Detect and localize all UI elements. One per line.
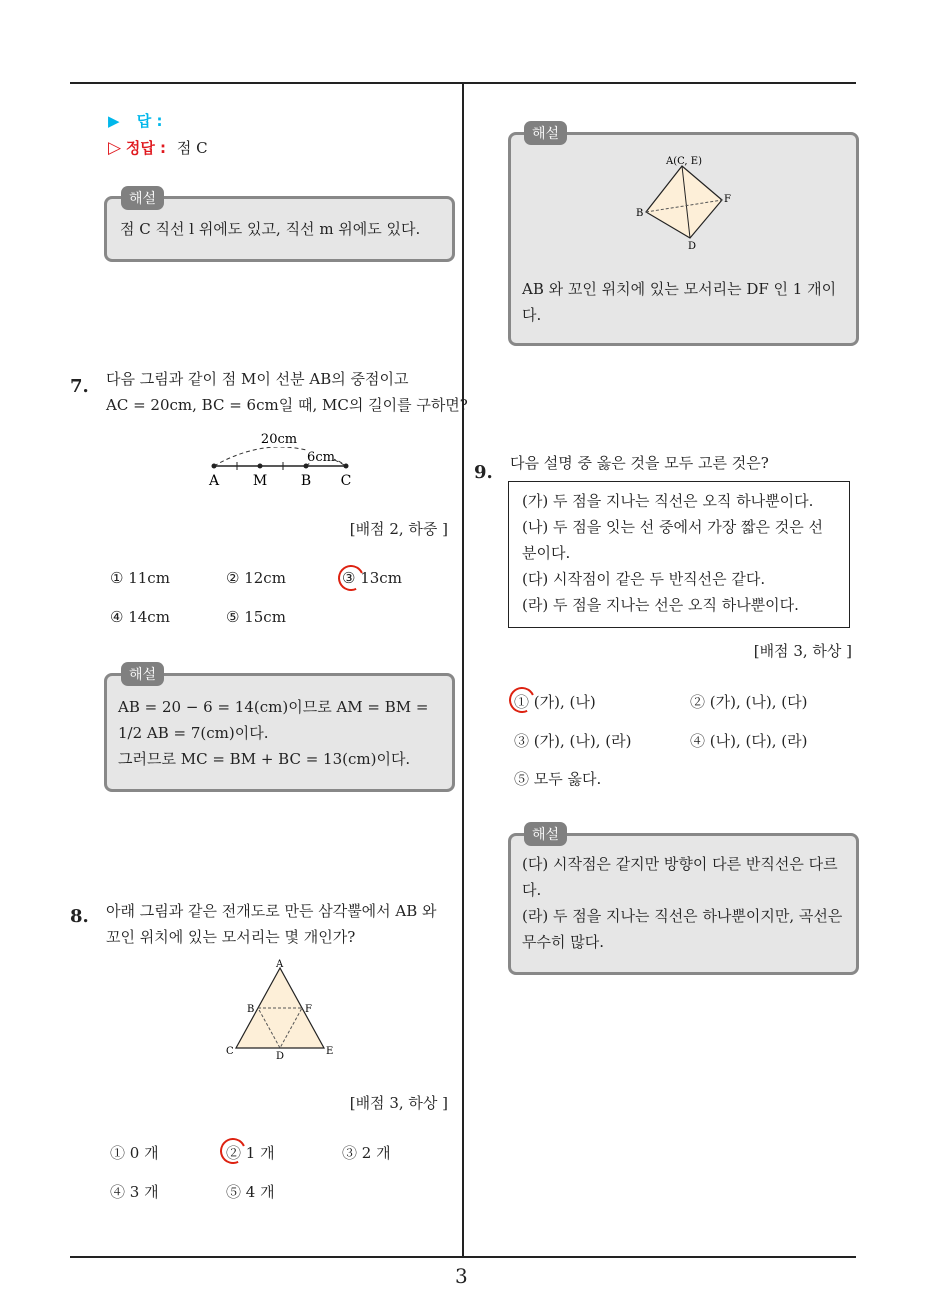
pyramid-label-b: B (636, 208, 644, 219)
q9-explain-line1: (다) 시작점은 같지만 방향이 다른 반직선은 다르 (522, 855, 838, 873)
q7-option-1[interactable]: ① 11cm (110, 569, 170, 587)
q8-grade: [배점 3, 하상 ] (349, 1094, 448, 1112)
q9-statement-2: (나) 두 점을 잇는 선 중에서 가장 짧은 것은 선 (522, 518, 823, 536)
q8-explain-line2: 다. (522, 306, 542, 324)
q9-option-1[interactable]: ① (가), (나) (514, 693, 596, 711)
net-label-d: D (276, 1051, 285, 1062)
column-divider (462, 82, 464, 1257)
q7-number: 7. (70, 376, 89, 397)
q8-line1: 아래 그림과 같은 전개도로 만든 삼각뿔에서 AB 와 (106, 902, 437, 920)
bottom-rule (70, 1256, 856, 1258)
q7-explain-tag: 해설 (121, 662, 164, 686)
net-label-e: E (326, 1046, 334, 1057)
net-label-b: B (247, 1004, 255, 1015)
label-m: M (252, 473, 268, 489)
triangle-outline-icon: ▷ (108, 138, 122, 158)
correct-answer-row (108, 137, 208, 158)
q9-statement-2-cont: 분이다. (522, 544, 571, 562)
point-a (212, 464, 217, 469)
label-a: A (208, 473, 220, 489)
label-6cm: 6cm (307, 450, 335, 465)
q8-number: 8. (70, 906, 89, 927)
q7-option-4[interactable]: ④ 14cm (110, 608, 170, 626)
q7-option-5[interactable]: ⑤ 15cm (226, 608, 286, 626)
correct-value: 점 C (176, 139, 208, 157)
q7-line1: 다음 그림과 같이 점 M이 선분 AB의 중점이고 (106, 370, 409, 388)
q9-explain-line4: 무수히 많다. (522, 933, 604, 951)
pyramid-label-d: D (688, 241, 697, 252)
q6-explain-tag: 해설 (121, 186, 164, 210)
q7-option-2[interactable]: ② 12cm (226, 569, 286, 587)
q7-selected-mark (334, 561, 367, 594)
correct-label: 정답 : (125, 139, 167, 157)
q9-option-4[interactable]: ④ (나), (다), (라) (690, 732, 808, 750)
q7-line2: AC = 20cm, BC = 6cm일 때, MC의 길이를 구하면? (106, 396, 468, 414)
q9-question: 다음 설명 중 옳은 것을 모두 고른 것은? (510, 454, 769, 472)
q9-explain-tag: 해설 (524, 822, 567, 846)
q9-grade: [배점 3, 하상 ] (753, 642, 852, 660)
q8-explain-line1: AB 와 꼬인 위치에 있는 모서리는 DF 인 1 개이 (522, 280, 837, 298)
q7-explain-line1: AB = 20 − 6 = 14(cm)이므로 AM = BM = (118, 698, 429, 716)
net-label-c: C (226, 1046, 234, 1057)
point-m (258, 464, 263, 469)
label-b: B (300, 473, 312, 489)
answer-row (108, 110, 163, 131)
answer-label: 답 : (136, 112, 163, 130)
q7-explain-line3: 그러므로 MC = BM + BC = 13(cm)이다. (118, 750, 411, 768)
q8-net-figure (222, 958, 342, 1062)
q8-pyramid-figure (630, 152, 740, 252)
q7-explain-line2: 1/2 AB = 7(cm)이다. (118, 724, 269, 742)
q9-option-3[interactable]: ③ (가), (나), (라) (514, 732, 632, 750)
q6-explain-text: 점 C 직선 l 위에도 있고, 직선 m 위에도 있다. (120, 220, 421, 238)
q9-statement-3: (다) 시작점이 같은 두 반직선은 같다. (522, 570, 766, 588)
q8-option-5[interactable]: ⑤ 4 개 (226, 1183, 275, 1201)
q9-explain-line3: (라) 두 점을 지나는 직선은 하나뿐이지만, 곡선은 (522, 907, 843, 925)
q9-statement-1: (가) 두 점을 지나는 직선은 오직 하나뿐이다. (522, 492, 814, 510)
pyramid-label-a: A(C, E) (666, 156, 702, 167)
q8-line2: 꼬인 위치에 있는 모서리는 몇 개인가? (106, 928, 356, 946)
point-c (344, 464, 349, 469)
q7-segment-figure (200, 428, 370, 490)
q9-explain-line2: 다. (522, 881, 542, 899)
q9-statement-4: (라) 두 점을 지나는 선은 오직 하나뿐이다. (522, 596, 799, 614)
q8-option-3[interactable]: ③ 2 개 (342, 1144, 391, 1162)
q8-option-1[interactable]: ① 0 개 (110, 1144, 159, 1162)
q8-option-4[interactable]: ④ 3 개 (110, 1183, 159, 1201)
play-arrow-icon: ▶ (108, 112, 120, 130)
net-label-f: F (305, 1004, 312, 1015)
q7-grade: [배점 2, 하중 ] (349, 520, 448, 538)
q9-option-2[interactable]: ② (가), (나), (다) (690, 693, 808, 711)
q8-option-2[interactable]: ② 1 개 (226, 1144, 275, 1162)
label-20cm: 20cm (260, 432, 298, 447)
net-label-a: A (276, 959, 284, 970)
label-c: C (340, 473, 352, 489)
q8-explain-tag: 해설 (524, 121, 567, 145)
pyramid-label-f: F (724, 194, 731, 205)
page-number: 3 (455, 1264, 468, 1288)
q9-number: 9. (474, 462, 493, 483)
q9-option-5[interactable]: ⑤ 모두 옳다. (514, 770, 602, 788)
q7-option-3[interactable]: ③ 13cm (342, 569, 402, 587)
